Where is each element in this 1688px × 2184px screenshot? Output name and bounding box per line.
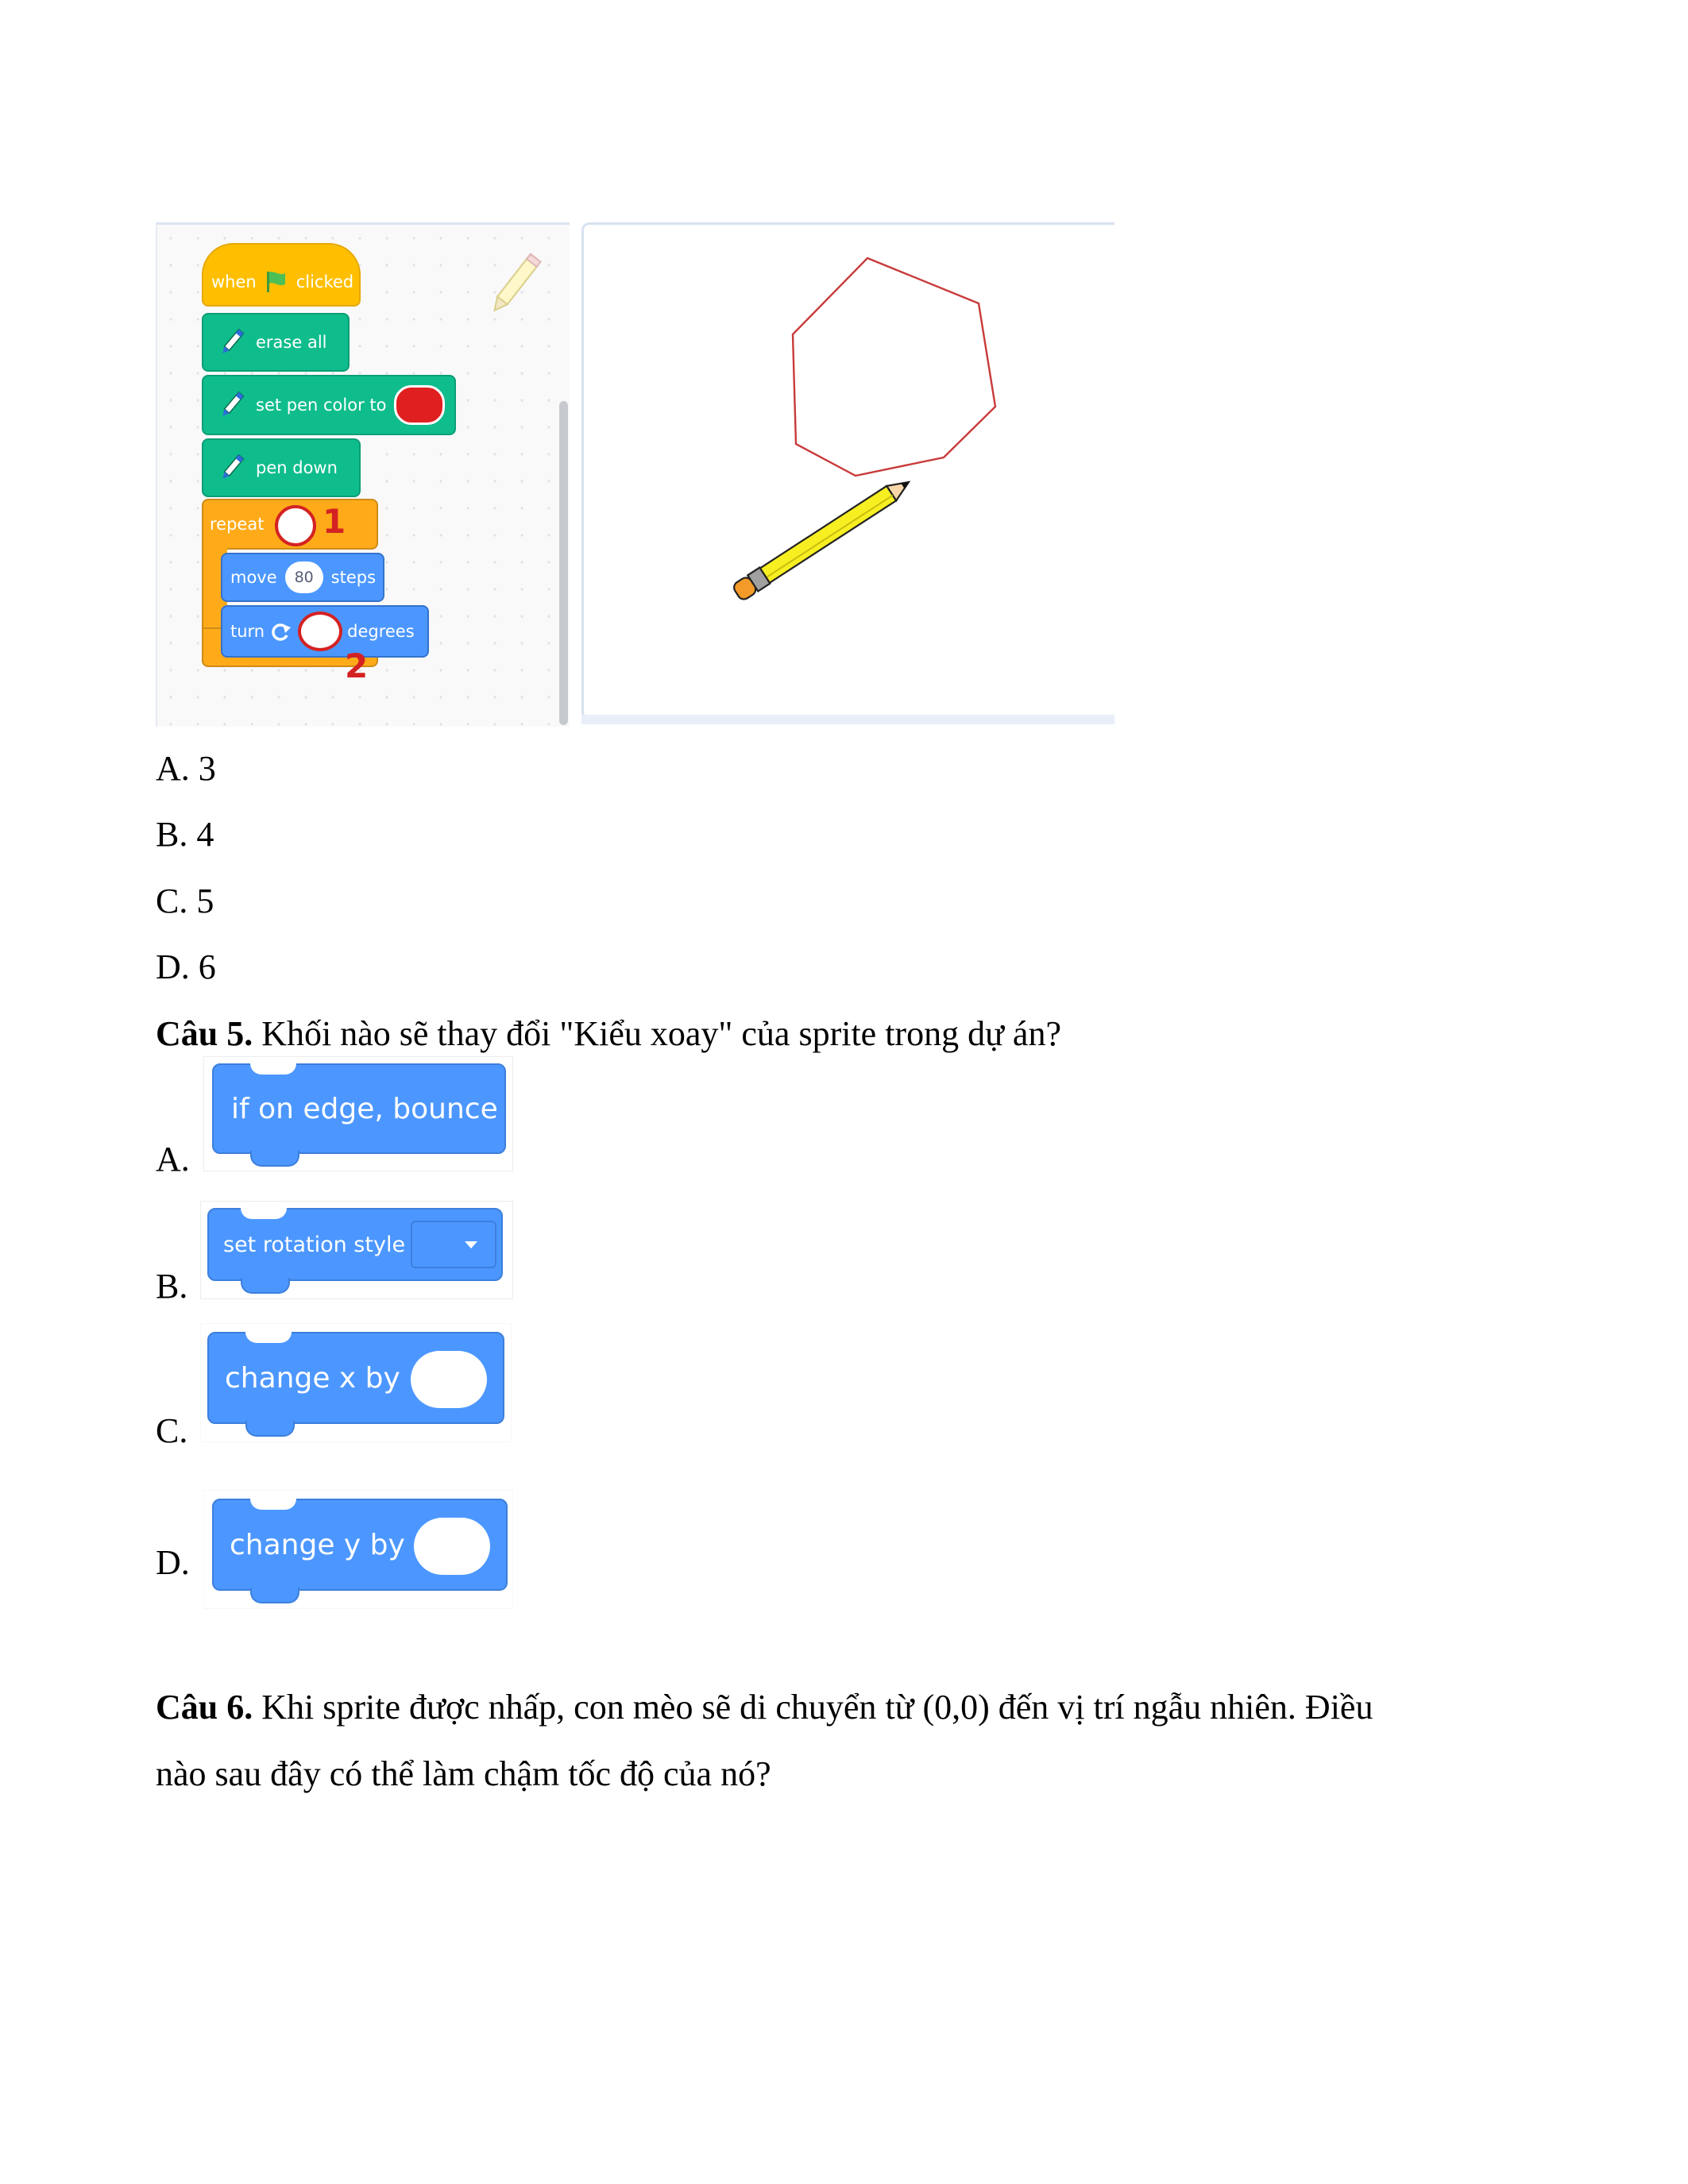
code-area-scrollbar[interactable] (559, 401, 568, 725)
q5-option-a-image (203, 1056, 513, 1171)
block-label: change y by (230, 1528, 405, 1561)
q6-text-line-1: Khi sprite được nhấp, con mèo sẽ di chuyển từ (0,0) đến vị trí ngẫu nhiên. Điều (261, 1688, 1373, 1727)
q6-line-2: nào sau đây có thể làm chậm tốc độ của nó? (156, 1754, 771, 1793)
q5-option-b-image (200, 1201, 513, 1299)
block-label: change x by (225, 1361, 400, 1395)
turn-prefix: turn (230, 622, 265, 641)
q6-number: Câu 6. (156, 1688, 253, 1727)
q5-option-b-label: B. (156, 1267, 188, 1306)
move-suffix: steps (330, 568, 377, 587)
q5-text: Khối nào sẽ thay đổi "Kiểu xoay" của sprite trong dự án? (261, 1014, 1061, 1053)
change-x-by-block[interactable] (207, 1332, 504, 1424)
option-label: A. (156, 749, 190, 788)
set-pen-color-block[interactable] (202, 375, 456, 435)
q5-question (156, 1012, 1061, 1056)
q6-line-1 (156, 1674, 1373, 1741)
pen-color-swatch[interactable] (394, 385, 445, 425)
pen-icon (214, 388, 249, 423)
change-x-input[interactable] (411, 1351, 487, 1408)
q5-option-c-label: C. (156, 1411, 188, 1450)
pen-icon (214, 450, 249, 485)
q4-option-b (156, 812, 214, 857)
pencil-sprite (732, 474, 914, 602)
set-pen-color-label: set pen color to (256, 396, 387, 415)
option-text: 4 (196, 815, 214, 854)
dropdown-arrow-icon (463, 1240, 479, 1251)
hexagon-drawing (793, 258, 995, 476)
if-on-edge-bounce-block[interactable] (212, 1063, 506, 1154)
repeat-count-input[interactable] (275, 505, 316, 546)
repeat-label: repeat (210, 515, 265, 534)
change-y-by-block[interactable] (212, 1499, 508, 1591)
pen-icon (214, 325, 249, 360)
q5-option-d-image (203, 1490, 513, 1609)
q6-question (156, 1674, 1373, 1808)
pen-down-block[interactable] (202, 438, 361, 497)
erase-all-block[interactable] (202, 313, 350, 372)
q4-option-a (156, 747, 216, 791)
marker-2: 2 (345, 646, 369, 685)
option-label: C. (156, 882, 188, 920)
q4-option-c (156, 879, 214, 924)
rotation-style-dropdown[interactable] (411, 1221, 496, 1268)
option-text: 6 (198, 947, 216, 986)
move-steps-block[interactable] (221, 553, 384, 602)
option-text: 3 (198, 749, 216, 788)
hat-suffix: clicked (295, 272, 354, 291)
when-flag-clicked-block[interactable] (202, 243, 361, 307)
set-rotation-style-block[interactable] (207, 1208, 503, 1281)
stage-drawing (584, 225, 1114, 717)
q5-option-a-label: A. (156, 1140, 190, 1179)
change-y-input[interactable] (414, 1518, 490, 1575)
option-label: D. (156, 947, 190, 986)
q5-number: Câu 5. (156, 1014, 253, 1053)
turn-degrees-input[interactable] (298, 612, 342, 651)
move-prefix: move (230, 568, 277, 587)
pen-down-label: pen down (256, 458, 338, 477)
turn-degrees-block[interactable] (221, 605, 429, 658)
option-label: B. (156, 815, 188, 854)
green-flag-icon (263, 270, 290, 294)
stage[interactable] (581, 222, 1114, 720)
turn-suffix: degrees (347, 622, 415, 641)
block-label: if on edge, bounce (231, 1092, 498, 1125)
q5-option-c-image (200, 1323, 512, 1442)
option-text: 5 (196, 882, 214, 920)
hat-prefix: when (211, 272, 257, 291)
rotate-clockwise-icon (269, 619, 293, 643)
q5-option-d-label: D. (156, 1543, 190, 1582)
erase-all-label: erase all (256, 333, 327, 352)
marker-1: 1 (323, 502, 346, 541)
stage-bottom-border (581, 715, 1114, 724)
pencil-sprite-icon (486, 249, 542, 320)
move-steps-input[interactable]: 80 (285, 561, 323, 593)
q4-option-d (156, 945, 216, 990)
block-label: set rotation style (223, 1232, 406, 1257)
